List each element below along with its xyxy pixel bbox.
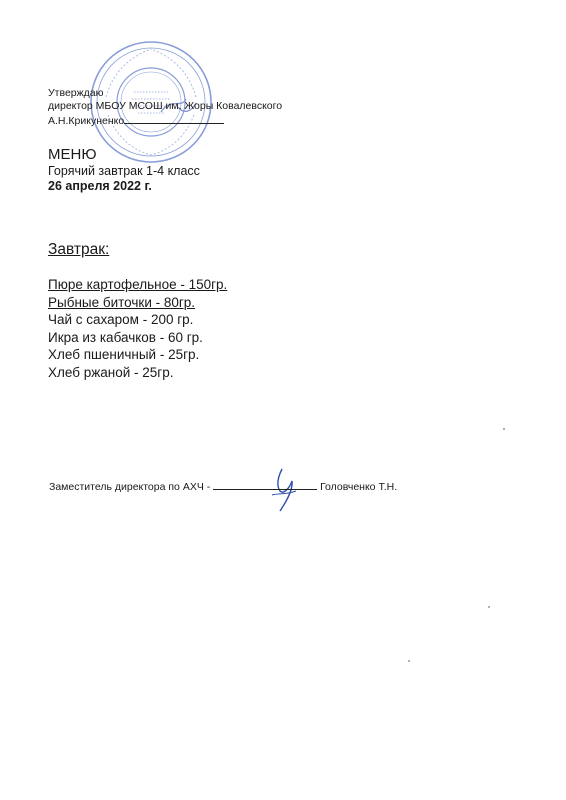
menu-item: Икра из кабачков - 60 гр. bbox=[48, 329, 203, 345]
approval-signature-row bbox=[48, 113, 282, 128]
scan-speck bbox=[488, 606, 490, 608]
deputy-signature-line bbox=[213, 479, 317, 490]
approval-director-name: А.Н.Крикуненко bbox=[48, 115, 125, 127]
scan-speck bbox=[408, 660, 410, 662]
approval-director: директор МБОУ МСОШ им. Жоры Ковалевского bbox=[48, 100, 283, 112]
breakfast-title: Завтрак: bbox=[48, 241, 110, 258]
menu-item: Чай с сахаром - 200 гр. bbox=[48, 312, 194, 327]
deputy-name: Головченко Т.Н. bbox=[320, 481, 398, 493]
menu-subtitle: Горячий завтрак 1-4 класс bbox=[48, 164, 200, 178]
menu-header bbox=[48, 146, 200, 194]
deputy-position: Заместитель директора по АХЧ - bbox=[49, 481, 211, 493]
scan-speck bbox=[503, 428, 505, 430]
menu-item: Хлеб пшеничный - 25гр. bbox=[48, 347, 200, 362]
breakfast-section bbox=[48, 240, 227, 381]
menu-title: МЕНЮ bbox=[48, 146, 97, 163]
deputy-signature-row bbox=[49, 479, 397, 494]
approval-signature-line bbox=[124, 113, 224, 124]
menu-item: Хлеб ржаной - 25гр. bbox=[48, 364, 174, 380]
menu-item: Пюре картофельное - 150гр. bbox=[48, 277, 228, 292]
menu-item: Рыбные биточки - 80гр. bbox=[48, 294, 196, 310]
menu-date: 26 апреля 2022 г. bbox=[48, 179, 152, 193]
approval-block bbox=[48, 87, 282, 128]
approval-label: Утверждаю bbox=[48, 87, 104, 99]
breakfast-items bbox=[48, 276, 227, 381]
